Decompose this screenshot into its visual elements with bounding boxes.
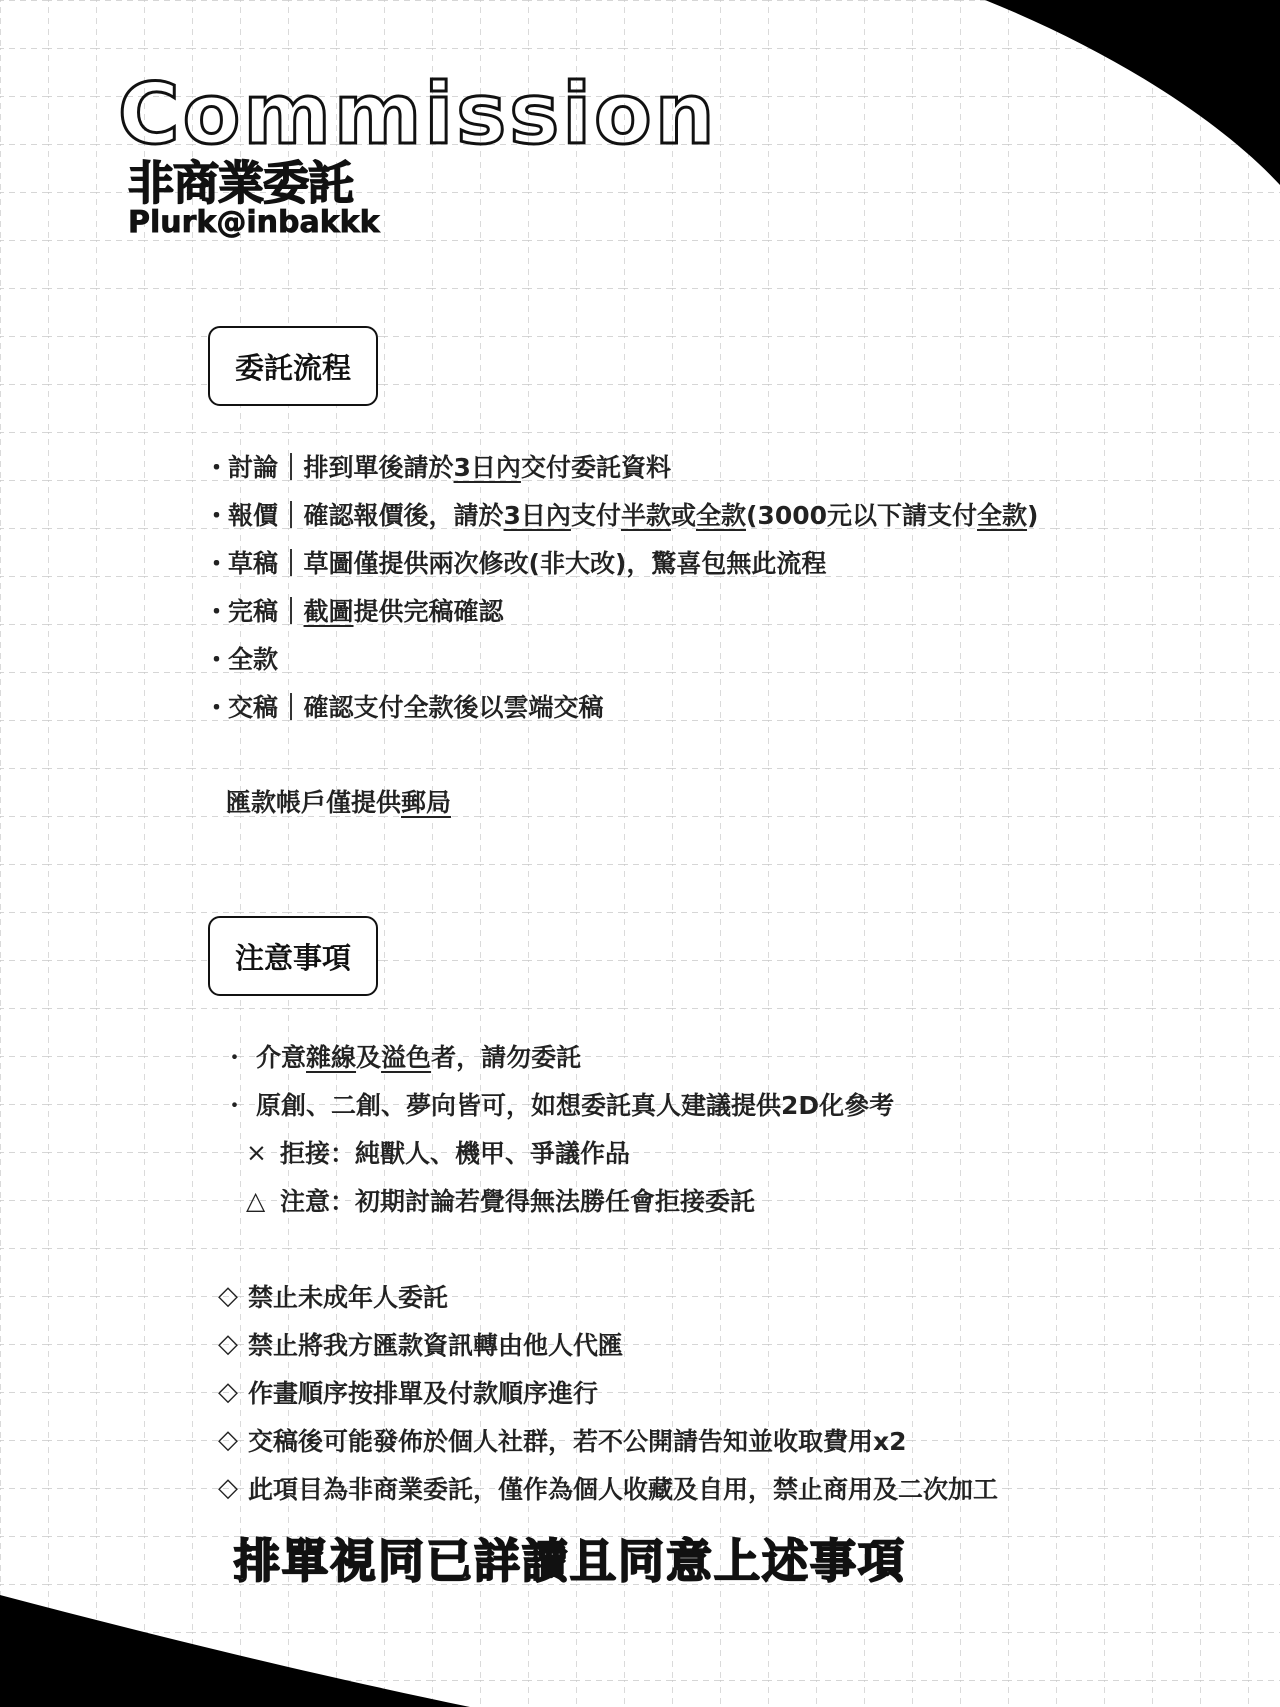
bullet-dot: ・ — [204, 453, 230, 482]
process-step-text — [304, 688, 604, 724]
diamond-icon: ◇ — [218, 1377, 238, 1407]
process-item — [204, 442, 1264, 490]
rule-item — [218, 1416, 1268, 1464]
diamond-icon: ◇ — [218, 1281, 238, 1311]
underlined-text: 全款 — [695, 501, 746, 530]
diamond-icon: ◇ — [218, 1329, 238, 1359]
rule-item — [218, 1272, 1268, 1320]
process-step-label: 草稿 — [228, 549, 279, 578]
process-item — [204, 634, 1264, 682]
text-part: 排到單後請於 — [303, 453, 454, 482]
text-part: 確認報價後，請於 — [303, 501, 504, 530]
separator-bar — [290, 597, 292, 624]
text-part: 草圖僅提供兩次修改(非大改)，驚喜包無此流程 — [303, 549, 827, 578]
rule-item — [218, 1464, 1268, 1512]
text-part: 支付 — [570, 501, 621, 530]
text-part: (3000元以下請支付 — [746, 501, 978, 530]
note-subitem — [222, 1128, 1262, 1176]
text-part: ) — [1027, 501, 1039, 530]
process-step-text — [304, 496, 1039, 532]
separator-bar — [290, 453, 292, 480]
text-part: 或 — [670, 501, 696, 530]
bullet-dot: ・ — [204, 693, 230, 722]
diamond-icon: ◇ — [218, 1473, 238, 1503]
process-item — [204, 586, 1264, 634]
separator-bar — [290, 693, 292, 720]
note-text — [256, 1086, 894, 1122]
note-subitem — [222, 1176, 1262, 1224]
process-list — [204, 442, 1264, 730]
process-step-label: 全款 — [228, 645, 279, 674]
footer-agreement: 排單視同已詳讀且同意上述事項 — [234, 1534, 906, 1588]
process-step-text — [304, 544, 827, 580]
process-heading-box — [208, 326, 378, 406]
note-text — [280, 1134, 630, 1170]
process-heading: 委託流程 — [234, 350, 351, 385]
rule-text: 禁止未成年人委託 — [248, 1283, 449, 1312]
note-text — [280, 1182, 755, 1218]
text-part: 者，請勿委託 — [431, 1043, 582, 1072]
plurk-handle: Plurk@inbakkk — [128, 205, 380, 240]
text-part: 匯款帳戶僅提供 — [226, 788, 402, 817]
text-part: 介意 — [256, 1043, 307, 1072]
note-item — [222, 1080, 1262, 1128]
note-text — [256, 1038, 581, 1074]
underlined-text: 截圖 — [303, 597, 354, 626]
diamond-icon: ◇ — [218, 1425, 238, 1455]
process-item — [204, 538, 1264, 586]
underlined-text: 半款 — [620, 501, 671, 530]
separator-bar — [290, 549, 292, 576]
bullet-dot: ・ — [204, 501, 230, 530]
text-part: 拒接：純獸人、機甲、爭議作品 — [280, 1139, 631, 1168]
notes-heading: 注意事項 — [234, 940, 351, 975]
process-item — [204, 490, 1264, 538]
notes-heading-box — [208, 916, 378, 996]
text-part: 原創、二創、夢向皆可，如想委託真人建議提供2D化參考 — [256, 1091, 895, 1120]
underlined-text: 溢色 — [381, 1043, 432, 1072]
underlined-text: 雜線 — [306, 1043, 357, 1072]
bullet-dot: ・ — [204, 645, 230, 674]
text-part: 交付委託資料 — [520, 453, 671, 482]
process-item — [204, 682, 1264, 730]
rule-item — [218, 1368, 1268, 1416]
process-step-label: 完稿 — [228, 597, 279, 626]
note-item — [222, 1032, 1262, 1080]
rule-item — [218, 1320, 1268, 1368]
text-part: 提供完稿確認 — [353, 597, 504, 626]
rule-text: 交稿後可能發佈於個人社群，若不公開請告知並收取費用x2 — [248, 1427, 907, 1456]
remit-note — [226, 777, 451, 825]
title-english: Commission — [118, 65, 718, 163]
underlined-text: 3日內 — [453, 453, 521, 482]
rule-text: 此項目為非商業委託，僅作為個人收藏及自用，禁止商用及二次加工 — [248, 1475, 999, 1504]
underlined-text: 3日內 — [503, 501, 571, 530]
rule-text: 禁止將我方匯款資訊轉由他人代匯 — [248, 1331, 624, 1360]
text-part: 及 — [356, 1043, 382, 1072]
bullet-dot: ・ — [204, 597, 230, 626]
process-step-label: 交稿 — [228, 693, 279, 722]
process-step-label: 討論 — [228, 453, 279, 482]
separator-bar — [290, 501, 292, 528]
cross-mark-icon: × — [246, 1137, 267, 1167]
title-chinese: 非商業委託 — [128, 156, 353, 210]
process-step-text — [304, 592, 504, 628]
bullet-dot: ・ — [204, 549, 230, 578]
underlined-text: 郵局 — [401, 788, 452, 817]
notes-list — [222, 1032, 1262, 1224]
process-step-text — [304, 448, 671, 484]
bullet-dot: ・ — [222, 1091, 248, 1120]
text-part: 確認支付全款後以雲端交稿 — [303, 693, 604, 722]
text-part: 注意：初期討論若覺得無法勝任會拒接委託 — [280, 1187, 756, 1216]
bullet-dot: ・ — [222, 1043, 248, 1072]
rules-list — [218, 1272, 1268, 1512]
process-step-label: 報價 — [228, 501, 279, 530]
rule-text: 作畫順序按排單及付款順序進行 — [248, 1379, 599, 1408]
underlined-text: 全款 — [977, 501, 1028, 530]
triangle-mark-icon: △ — [246, 1185, 266, 1215]
